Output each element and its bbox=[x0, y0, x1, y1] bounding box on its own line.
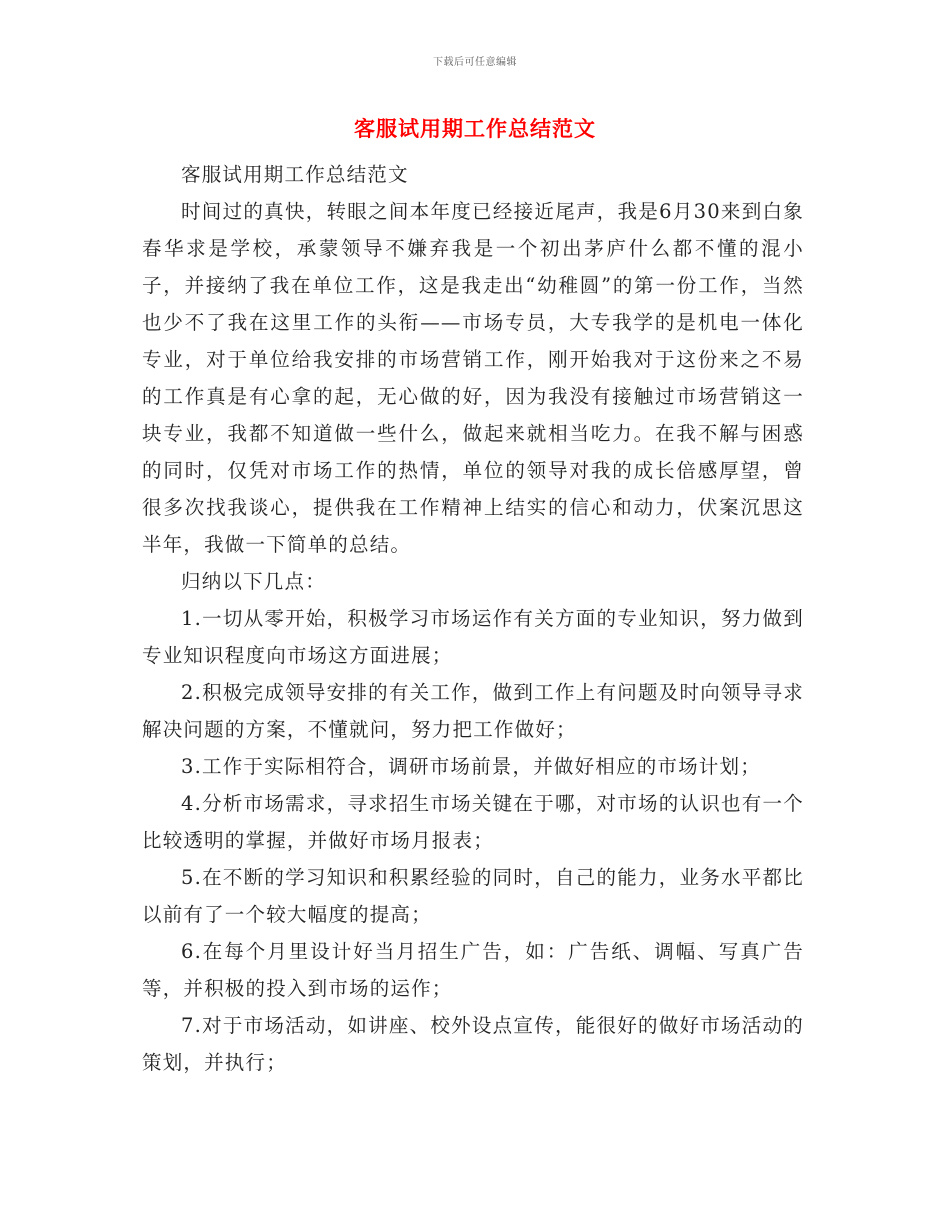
list-item-3: 3.工作于实际相符合，调研市场前景，并做好相应的市场计划； bbox=[181, 755, 761, 778]
list-item-7: 7.对于市场活动，如讲座、校外设点宣传，能很好的做好市场活动的策划，并执行； bbox=[142, 1014, 804, 1074]
page-header-note: 下载后可任意编辑 bbox=[433, 57, 517, 68]
document-title: 客服试用期工作总结范文 bbox=[354, 116, 596, 141]
list-item-5: 5.在不断的学习知识和积累经验的同时，自己的能力，业务水平都比以前有了一个较大幅度的提高； bbox=[142, 866, 804, 926]
list-item-6: 6.在每个月里设计好当月招生广告，如：广告纸、调幅、写真广告等，并积极的投入到市场的运作； bbox=[142, 940, 804, 1000]
summary-lead-paragraph: 归纳以下几点： bbox=[181, 570, 326, 593]
intro-paragraph: 时间过的真快，转眼之间本年度已经接近尾声，我是6月30来到白象春华求是学校，承蒙领导不嫌弃我是一个初出茅庐什么都不懂的混小子，并接纳了我在单位工作，这是我走出“幼稚圆”的第一份工作，当然也少不了我在这里工作的头衔——市场专员，大专我学的是机电一体化专业，对于单位给我安排的市场营销工作，刚开始我对于这份来之不易的工作真是有心拿的起，无心做的好，因为我没有接触过市场营销这一块专业，我都不知道做一些什么，做起来就相当吃力。在我不解与困惑的同时，仅凭对市场工作的热情，单位的领导对我的成长倍感厚望，曾很多次找我谈心，提供我在工作精神上结实的信心和动力，伏案沉思这半年，我做一下简单的总结。 bbox=[142, 200, 804, 556]
list-item-2: 2.积极完成领导安排的有关工作，做到工作上有问题及时向领导寻求解决问题的方案，不懂就问，努力把工作做好； bbox=[142, 681, 804, 741]
list-item-4: 4.分析市场需求，寻求招生市场关键在于哪，对市场的认识也有一个比较透明的掌握，并做好市场月报表； bbox=[142, 792, 804, 852]
subtitle-paragraph: 客服试用期工作总结范文 bbox=[181, 163, 409, 186]
document-body bbox=[142, 156, 804, 1081]
list-item-1: 1.一切从零开始，积极学习市场运作有关方面的专业知识，努力做到专业知识程度向市场这方面进展； bbox=[142, 607, 804, 667]
